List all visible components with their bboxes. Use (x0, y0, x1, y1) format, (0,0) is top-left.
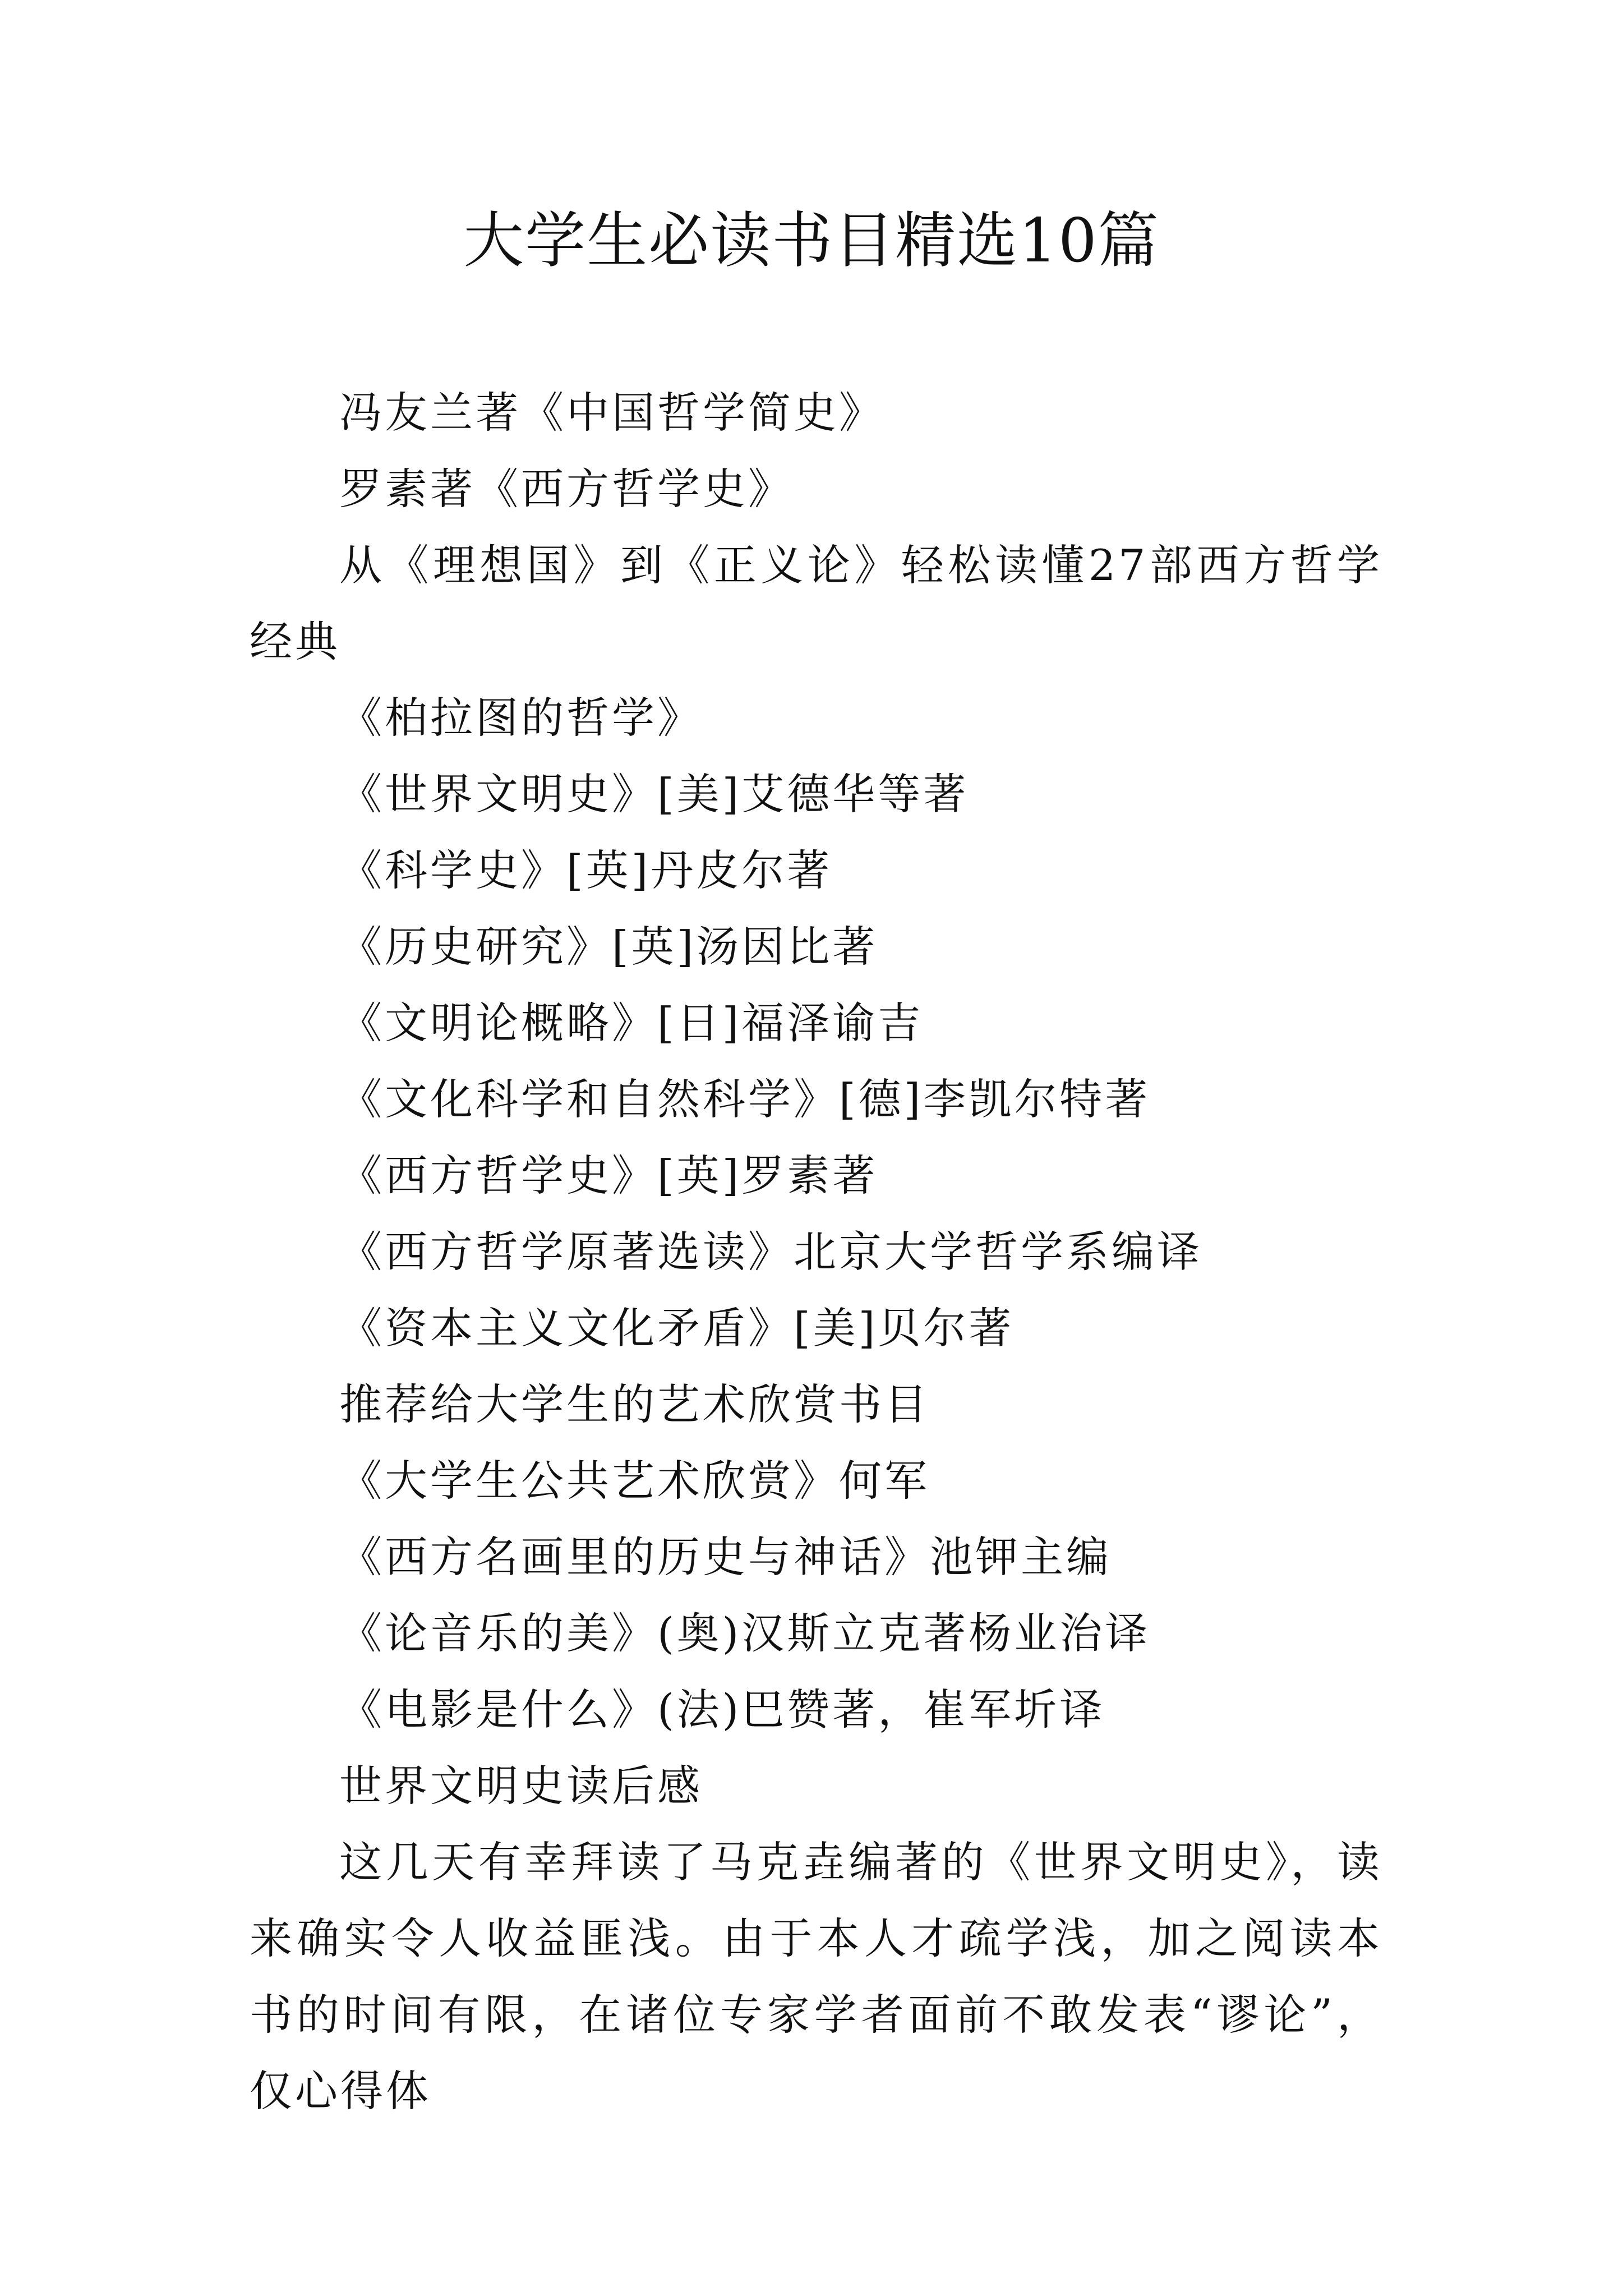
paragraph: 推荐给大学生的艺术欣赏书目 (339, 1379, 930, 1429)
paragraph: 《大学生公共艺术欣赏》何军 (339, 1456, 930, 1506)
paragraph: 冯友兰著《中国哲学简史》 (339, 388, 884, 438)
paragraph: 《论音乐的美》(奥)汉斯立克著杨业治译 (339, 1608, 1151, 1658)
paragraph: 《世界文明史》[美]艾德华等著 (339, 769, 969, 819)
paragraph: 世界文明史读后感 (339, 1761, 703, 1811)
paragraph: 《西方哲学史》[英]罗素著 (339, 1151, 878, 1200)
paragraph: 《西方哲学原著选读》北京大学哲学系编译 (339, 1227, 1202, 1277)
paragraph: 从《理想国》到《正义论》轻松读懂27部西方哲学经典 (250, 540, 1382, 666)
paragraph: 《电影是什么》(法)巴赞著，崔军圻译 (339, 1685, 1105, 1734)
paragraph: 《文化科学和自然科学》[德]李凯尔特著 (339, 1074, 1151, 1124)
paragraph: 《历史研究》[英]汤因比著 (339, 922, 878, 972)
paragraph: 《资本主义文化矛盾》[美]贝尔著 (339, 1303, 1015, 1353)
paragraph: 《柏拉图的哲学》 (339, 693, 703, 743)
paragraph: 《文明论概略》[日]福泽谕吉 (339, 998, 924, 1048)
paragraph: 这几天有幸拜读了马克垚编著的《世界文明史》，读来确实令人收益匪浅。由于本人才疏学浅，加之阅读本书的时间有限，在诸位专家学者面前不敢发表“谬论”，仅心得体 (250, 1837, 1382, 2116)
document-title: 大学生必读书目精选10篇 (463, 206, 1160, 276)
paragraph: 《西方名画里的历史与神话》池钾主编 (339, 1532, 1112, 1582)
paragraph: 《科学史》[英]丹皮尔著 (339, 845, 833, 895)
document-body (250, 375, 1382, 2129)
paragraph: 罗素著《西方哲学史》 (339, 464, 794, 514)
